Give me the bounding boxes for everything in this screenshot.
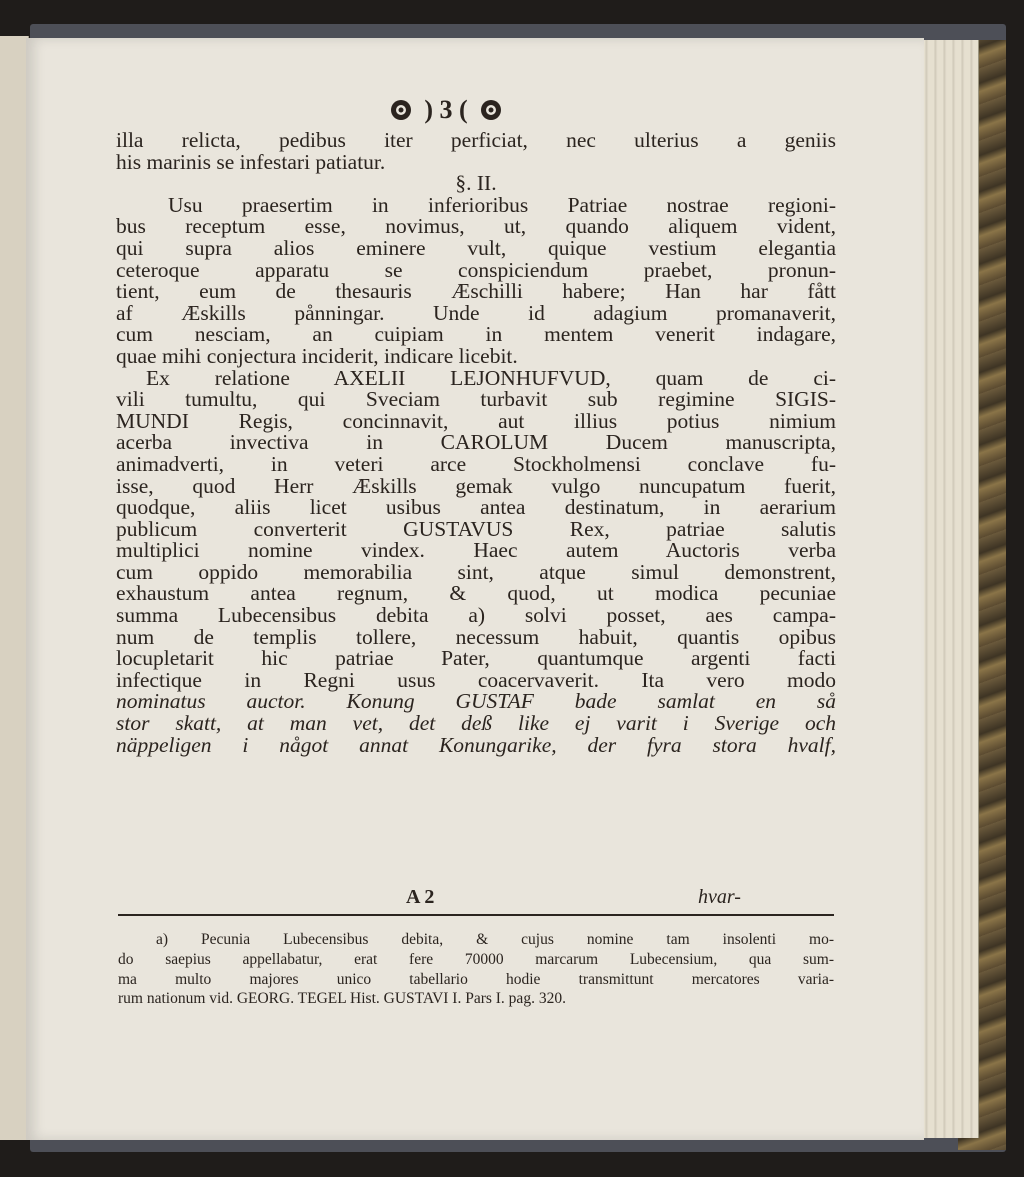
text-line: multiplici nomine vindex. Haec autem Auctoris verba [116,538,836,563]
footnote-rule [118,914,834,916]
text-line: ceteroque apparatu se conspiciendum praebet, pronun- [116,257,836,282]
page-stack-edge [920,40,979,1138]
text-line: infectique in Regni usus coacervaverit. Ita vero modo [116,667,836,692]
footnote-line: rum nationum vid. GEORG. TEGEL Hist. GUSTAVI I. Pars I. pag. 320. [118,990,566,1008]
text-line: acerba invectiva in CAROLUM Ducem manuscripta, [116,430,836,455]
text-line: qui supra alios eminere vult, quique vestium elegantia [116,235,836,260]
text-line: näppeligen i något annat Konungarike, der fyra stora hvalf, [116,732,836,757]
text-line: af Æskills pånningar. Unde id adagium promanaverit, [116,300,836,325]
footnote-line: do saepius appellabatur, erat fere 70000 marcarum Lubecensium, qua sum- [118,950,834,968]
text-line: tient, eum de thesauris Æschilli habere; Han har fått [116,279,836,304]
text-line: summa Lubecensibus debita a) solvi posset, aes campa- [116,603,836,628]
text-line: bus receptum esse, novimus, ut, quando aliquem vident, [116,214,836,239]
text-line: locupletarit hic patriae Pater, quantumque argenti facti [116,646,836,671]
text-line: quae mihi conjectura inciderit, indicare licebit. [116,343,518,368]
text-line: cum nesciam, an cuipiam in mentem venerit indagare, [116,322,836,347]
text-line: cum oppido memorabilia sint, atque simul demonstrent, [116,559,836,584]
footnote-line: a) Pecunia Lubecensibus debita, & cujus nomine tam insolenti mo- [156,931,834,948]
footnote-line: ma multo majores unico tabellario hodie transmittunt mercatores varia- [118,970,834,988]
text-line: animadverti, in veteri arce Stockholmensi conclave fu- [116,451,836,476]
footnote [118,930,834,1009]
text-line: quodque, aliis licet usibus antea destinatum, in aerarium [116,495,836,520]
page-number: ) 3 ( [424,95,468,124]
text-line: illa relicta, pedibus iter perficiat, nec ulterius a geniis [116,128,836,152]
text-line: stor skatt, at man vet, det deß like ej varit i Sverige och [116,711,836,736]
running-header [326,90,566,130]
text-line: MUNDI Regis, concinnavit, aut illius potius nimium [116,408,836,433]
text-line: isse, quod Herr Æskills gemak vulgo nuncupatum fuerit, [116,473,836,498]
text-line: his marinis se infestari patiatur. [116,149,386,174]
text-line: exhaustum antea regnum, & quod, ut modica pecuniae [116,581,836,606]
rosette-ornament-icon [480,99,502,121]
signature-mark: A 2 [406,886,435,908]
rosette-ornament-icon [390,99,412,121]
catchword: hvar- [698,886,741,908]
book-page [26,38,924,1140]
text-line: Usu praesertim in inferioribus Patriae nostrae regioni- [168,192,836,217]
text-line: nominatus auctor. Konung GUSTAF bade samlat en så [116,689,836,714]
text-line: vili tumultu, qui Sveciam turbavit sub regimine SIGIS- [116,387,836,412]
text-line: Ex relatione AXELII LEJONHUFVUD, quam de ci- [146,365,836,390]
text-line: publicum converterit GUSTAVUS Rex, patriae salutis [116,516,836,541]
facing-page-edge [0,36,29,1140]
text-line: num de templis tollere, necessum habuit, quantis opibus [116,624,836,649]
section-heading: §. II. [455,171,497,196]
body-text [116,130,836,756]
